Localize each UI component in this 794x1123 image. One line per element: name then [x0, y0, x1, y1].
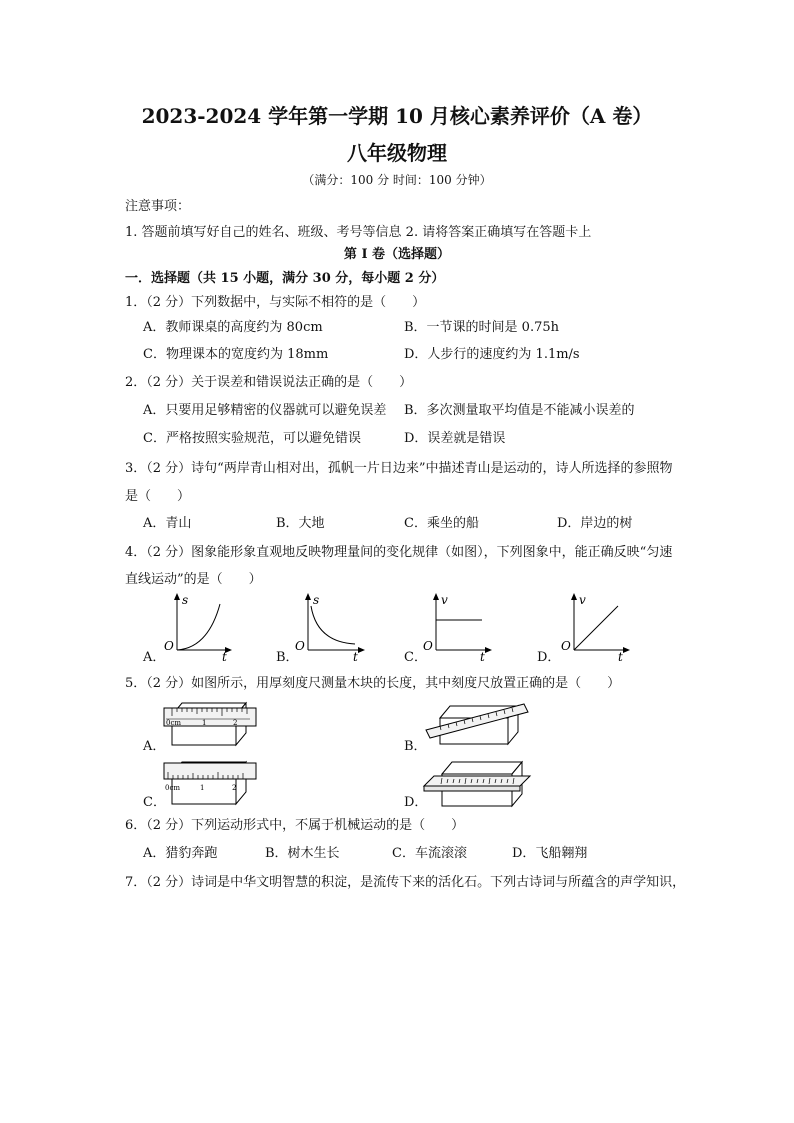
- q5-option-b: B．: [404, 739, 427, 754]
- q5-ruler-c: [160, 752, 265, 812]
- q5-ruler-a: [160, 693, 265, 753]
- q3-option-c: C．乘坐的船: [404, 516, 479, 531]
- q4-graph-c-ylabel: v: [441, 593, 448, 607]
- q6-option-c: C．车流滚滚: [392, 846, 467, 861]
- q5-ruler-a-zero: 0cm: [166, 719, 182, 727]
- q5-ruler-a-one: 1: [202, 719, 207, 727]
- q4-graph-a-xlabel: t: [222, 650, 227, 662]
- q4-option-a: A．: [143, 650, 166, 665]
- q4-option-c: C．: [404, 650, 427, 665]
- q3-option-a: A．青山: [143, 516, 192, 531]
- q2-option-d: D．误差就是错误: [404, 431, 506, 446]
- q5-ruler-c-two: 2: [232, 784, 237, 792]
- q3-stem-line1: 3．（2 分）诗句“两岸青山相对出，孤帆一片日边来”中描述青山是运动的，诗人所选择的参照物: [125, 461, 673, 476]
- q1-stem: 1．（2 分）下列数据中，与实际不相符的是（ ）: [125, 295, 426, 310]
- q4-graph-d-ylabel: v: [579, 593, 586, 607]
- q1-option-b: B．一节课的时间是 0.75h: [404, 320, 560, 335]
- q7-stem: 7．（2 分）诗词是中华文明智慧的积淀，是流传下来的活化石。下列古诗词与所蕴含的声学知识，: [125, 875, 686, 890]
- notes-heading: 注意事项：: [125, 199, 191, 214]
- q5-ruler-d: [420, 750, 535, 810]
- q6-option-a: A．猎豹奔跑: [143, 846, 218, 861]
- exam-subtitle: 八年级物理: [347, 141, 447, 165]
- q4-option-d: D．: [537, 650, 561, 665]
- notes-line: 1. 答题前填写好自己的姓名、班级、考号等信息 2. 请将答案正确填写在答题卡上: [125, 225, 592, 240]
- q5-ruler-c-zero: 0cm: [165, 784, 181, 792]
- exam-title: 2023-2024 学年第一学期 10 月核心素养评价（A 卷）: [141, 104, 653, 128]
- exam-meta: （满分：100 分 时间：100 分钟）: [302, 173, 492, 187]
- q6-stem: 6．（2 分）下列运动形式中，不属于机械运动的是（ ）: [125, 818, 465, 833]
- q5-option-d: D．: [404, 795, 428, 810]
- q1-option-a: A．教师课桌的高度约为 80cm: [143, 320, 323, 335]
- q4-graph-a: [158, 590, 238, 662]
- q4-graph-a-origin: O: [164, 639, 174, 653]
- q4-graph-b: [291, 590, 371, 662]
- q5-ruler-a-two: 2: [233, 719, 238, 727]
- q4-graph-b-ylabel: s: [313, 593, 320, 607]
- q2-option-b: B．多次测量取平均值是不能减小误差的: [404, 403, 635, 418]
- section-title: 第 I 卷（选择题）: [343, 247, 451, 262]
- q5-ruler-c-one: 1: [200, 784, 205, 792]
- q6-option-d: D．飞船翱翔: [512, 846, 588, 861]
- q4-option-b: B．: [276, 650, 299, 665]
- q4-graph-c-xlabel: t: [480, 650, 485, 662]
- q4-stem-line1: 4．（2 分）图象能形象直观地反映物理量间的变化规律（如图），下列图象中，能正确反映“匀速: [125, 545, 673, 560]
- q1-option-c: C．物理课本的宽度约为 18mm: [143, 347, 329, 362]
- q4-graph-d: [556, 590, 636, 662]
- q3-option-d: D．岸边的树: [557, 516, 633, 531]
- q4-graph-a-ylabel: s: [182, 593, 189, 607]
- q4-graph-d-origin: O: [561, 639, 571, 653]
- section-part: 一．选择题（共 15 小题，满分 30 分，每小题 2 分）: [125, 271, 445, 286]
- q4-graph-c: [418, 590, 498, 662]
- q5-option-a: A．: [143, 739, 166, 754]
- q3-option-b: B．大地: [276, 516, 325, 531]
- q5-ruler-b: [420, 690, 535, 748]
- q4-graph-c-origin: O: [423, 639, 433, 653]
- q5-stem: 5．（2 分）如图所示，用厚刻度尺测量木块的长度，其中刻度尺放置正确的是（ ）: [125, 676, 621, 691]
- q4-graph-b-origin: O: [295, 639, 305, 653]
- q2-stem: 2．（2 分）关于误差和错误说法正确的是（ ）: [125, 375, 413, 390]
- q4-graph-b-xlabel: t: [353, 650, 358, 662]
- q5-option-c: C．: [143, 795, 166, 810]
- q3-stem-line2: 是（ ）: [125, 489, 191, 504]
- q4-graph-d-xlabel: t: [618, 650, 623, 662]
- q2-option-a: A．只要用足够精密的仪器就可以避免误差: [143, 403, 387, 418]
- q1-option-d: D．人步行的速度约为 1.1m/s: [404, 347, 580, 362]
- q4-stem-line2: 直线运动”的是（ ）: [125, 572, 262, 587]
- q2-option-c: C．严格按照实验规范，可以避免错误: [143, 431, 361, 446]
- q6-option-b: B．树木生长: [265, 846, 340, 861]
